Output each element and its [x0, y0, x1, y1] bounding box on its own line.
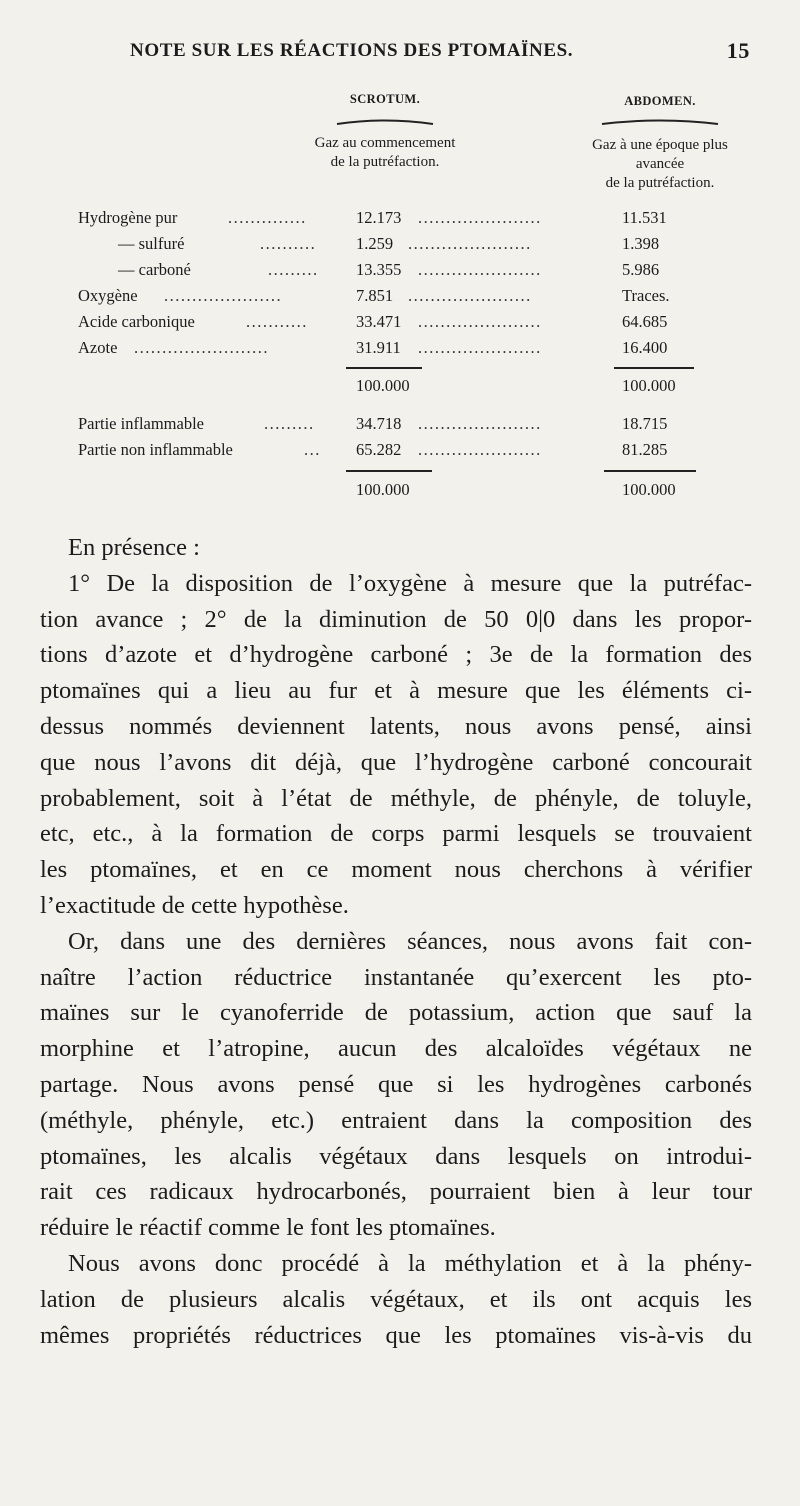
sum-rule	[346, 367, 422, 369]
text-line: lation de plusieurs alcalis végétaux, et ils ont acquis les	[40, 1285, 752, 1313]
text-line: (méthyle, phényle, etc.) entraient dans la composition des	[40, 1106, 752, 1134]
text-line: tion avance ; 2° de la diminution de 50 0|0 dans les propor-	[40, 605, 752, 633]
col2-subheader	[560, 136, 760, 193]
text-line: 1° De la disposition de l’oxygène à mesure que la putréfac-	[68, 569, 752, 597]
col1-header-swash	[335, 118, 435, 126]
table-row: — sulfuré .......... 1.259 ...................... 1.398	[118, 234, 660, 253]
table-row: Oxygène ..................... 7.851 ...................... Traces.	[78, 286, 670, 305]
table-row: Hydrogène pur .............. 12.173 ...................... 11.531	[78, 208, 667, 227]
scrotum-value: 31.911	[356, 338, 401, 357]
text-line: ptomaïnes, les alcalis végétaux dans lesquels on introdui-	[40, 1142, 752, 1170]
text-line: l’exactitude de cette hypothèse.	[40, 891, 349, 919]
text-line: dessus nommés deviennent latents, nous avons pensé, ainsi	[40, 712, 752, 740]
table-row: — carboné ......... 13.355 ...................... 5.986	[118, 260, 660, 279]
abdomen-value: 11.531	[622, 208, 667, 227]
row-label: Partie inflammable	[78, 414, 204, 433]
col1-subheader-line: de la putréfaction.	[330, 154, 440, 170]
scrotum-value: 7.851	[356, 286, 394, 305]
total-row	[78, 376, 728, 400]
scrotum-value: 13.355	[356, 260, 402, 279]
abdomen-value: 64.685	[622, 312, 668, 331]
text-line: tions d’azote et d’hydrogène carboné ; 3e de la formation des	[40, 641, 752, 669]
text-line: rait ces radicaux hydrocarbonés, pourraient bien à leur tour	[40, 1178, 752, 1206]
table-row: Partie non inflammable ... 65.282 ...................... 81.285	[78, 440, 668, 459]
text-line: les ptomaïnes, et en ce moment nous cherchons à vérifier	[40, 856, 752, 884]
col2-header: ABDOMEN.	[624, 94, 696, 108]
col2-header-swash	[600, 118, 720, 126]
scrotum-value: 34.718	[356, 414, 402, 433]
abdomen-value: Traces.	[622, 286, 670, 305]
running-head-title: NOTE SUR LES RÉACTIONS DES PTOMAÏNES.	[130, 40, 574, 61]
sum-rule	[614, 367, 694, 369]
abdomen-value: 16.400	[622, 338, 668, 357]
col2-subheader-line: Gaz à une époque plus	[592, 137, 728, 153]
sum-rule	[604, 470, 696, 472]
abdomen-total: 100.000	[622, 376, 676, 395]
paragraph	[40, 566, 752, 924]
text-line: morphine et l’atropine, aucun des alcaloïdes végétaux ne	[40, 1035, 752, 1063]
col2-subheader-line: de la putréfaction.	[605, 175, 715, 191]
text-line: que nous l’avons dit déjà, que l’hydrogène carboné concourait	[40, 748, 752, 776]
row-label: Acide carbonique	[78, 312, 195, 331]
body-text	[40, 530, 752, 1353]
page-number: 15	[726, 38, 750, 63]
text-line: partage. Nous avons pensé que si les hydrogènes carbonés	[40, 1070, 752, 1098]
paragraph	[40, 1246, 752, 1353]
row-label: Oxygène	[78, 286, 138, 305]
text-line: réduire le réactif comme le font les ptomaïnes.	[40, 1214, 496, 1242]
table-row: Acide carbonique ........... 33.471 ...................... 64.685	[78, 312, 668, 331]
scrotum-value: 12.173	[356, 208, 402, 227]
text-line: etc, etc., à la formation de corps parmi lesquels se trouvaient	[40, 820, 752, 848]
scrotum-value: 65.282	[356, 440, 402, 459]
row-label: — sulfuré	[118, 234, 185, 253]
table-row: Partie inflammable ......... 34.718 ...................... 18.715	[78, 414, 668, 433]
row-label: Hydrogène pur	[78, 208, 178, 227]
abdomen-value: 5.986	[622, 260, 660, 279]
running-head	[130, 40, 750, 62]
text-line: Nous avons donc procédé à la méthylation et à la phény-	[68, 1249, 752, 1277]
col1-subheader	[250, 134, 520, 172]
text-line: ptomaïnes qui a lieu au fur et à mesure que les éléments ci-	[40, 677, 752, 705]
col2-subheader-line: avancée	[635, 156, 685, 172]
sum-rule	[346, 470, 432, 472]
paragraph-lead: En présence :	[68, 534, 200, 561]
scrotum-value: 33.471	[356, 312, 402, 331]
total-row	[78, 480, 728, 504]
row-label: — carboné	[118, 260, 191, 279]
scrotum-total: 100.000	[356, 376, 410, 395]
paragraph	[40, 924, 752, 1246]
table-row: Azote ........................ 31.911 ...................... 16.400	[78, 338, 668, 357]
abdomen-value: 18.715	[622, 414, 668, 433]
text-line: naître l’action réductrice instantanée qu’exercent les pto-	[40, 963, 752, 991]
row-label: Azote	[78, 338, 118, 357]
text-line: mêmes propriétés réductrices que les ptomaïnes vis-à-vis du	[40, 1321, 752, 1349]
col1-subheader-line: Gaz au commencement	[314, 135, 456, 151]
abdomen-value: 1.398	[622, 234, 660, 253]
abdomen-value: 81.285	[622, 440, 668, 459]
abdomen-total: 100.000	[622, 480, 676, 499]
text-line: probablement, soit à l’état de méthyle, de phényle, de toluyle,	[40, 784, 752, 812]
col1-header: SCROTUM.	[349, 92, 421, 106]
text-line: maïnes sur le cyanoferride de potassium, action que sauf la	[40, 999, 752, 1027]
scrotum-total: 100.000	[356, 480, 410, 499]
row-label: Partie non inflammable	[78, 440, 233, 459]
scrotum-value: 1.259	[356, 234, 394, 253]
text-line: Or, dans une des dernières séances, nous avons fait con-	[68, 927, 752, 955]
